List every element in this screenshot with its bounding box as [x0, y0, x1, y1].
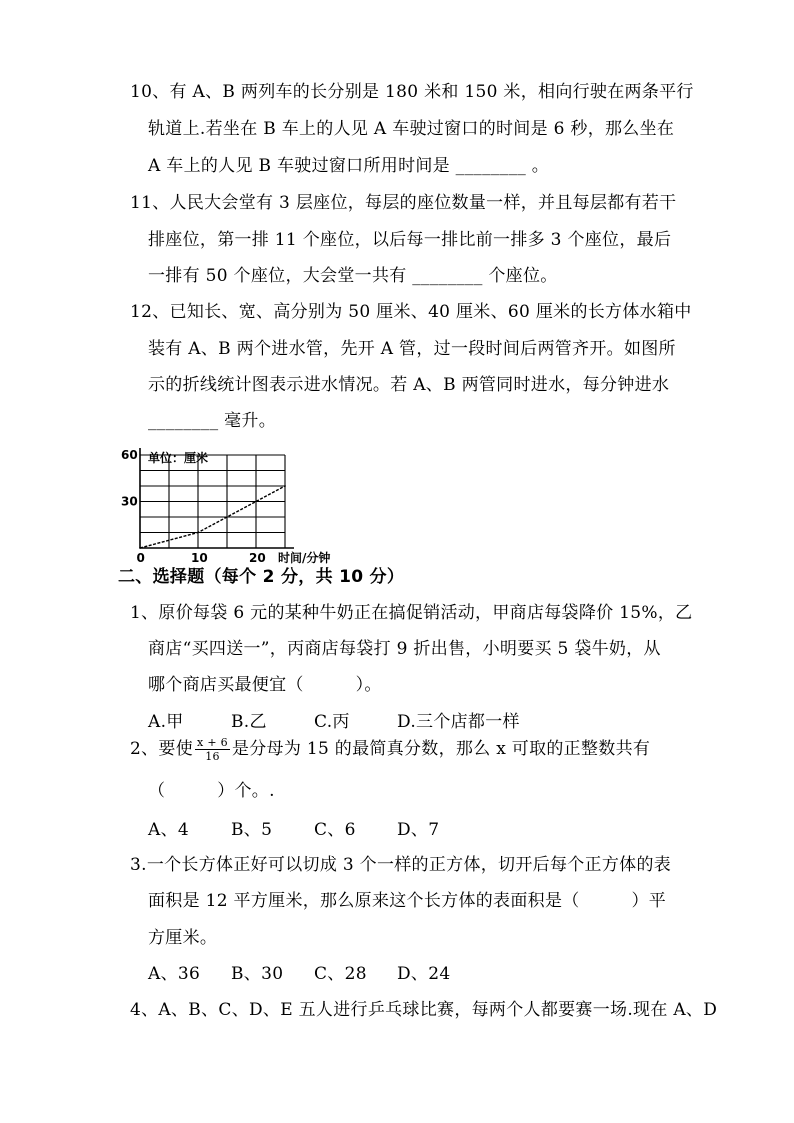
mc2-line-2: （ ）个。.	[148, 781, 275, 801]
q10-line-2: 轨道上.若坐在 B 车上的人见 A 车驶过窗口的时间是 6 秒，那么坐在	[148, 119, 675, 139]
q12-line-3: 示的折线统计图表示进水情况。若 A、B 两管同时进水，每分钟进水	[148, 375, 670, 395]
mc4-line-1: 4、A、B、C、D、E 五人进行乒乓球比赛，每两个人都要赛一场.现在 A、D	[130, 1000, 718, 1020]
mc2-suffix: 是分母为 15 的最简真分数，那么 x 可取的正整数共有	[231, 739, 651, 759]
mc2-fraction-numerator: x + 6	[197, 736, 228, 749]
mc3-option-b: B、30	[231, 964, 284, 984]
x-tick-label: 0	[136, 551, 145, 565]
chart-grid	[140, 455, 285, 548]
mc3-option-c: C、28	[314, 964, 367, 984]
series-point	[139, 547, 141, 549]
mc1-option-c: C.丙	[314, 712, 350, 732]
q10-line-1: 10、有 A、B 两列车的长分别是 180 米和 150 米，相向行驶在两条平行	[130, 82, 694, 102]
mc1-line-2: 商店“买四送一”，丙商店每袋打 9 折出售，小明要买 5 袋牛奶，从	[148, 639, 661, 659]
q11-line-3: 一排有 50 个座位，大会堂一共有 ________ 个座位。	[148, 266, 558, 286]
y-tick-label: 30	[121, 494, 138, 509]
mc3-line-1: 3.一个长方体正好可以切成 3 个一样的正方体，切开后每个正方体的表	[130, 855, 672, 875]
q10-line-3: A 车上的人见 B 车驶过窗口所用时间是 ________ 。	[148, 156, 550, 176]
mc2-fraction-denominator: 16	[205, 750, 220, 763]
q12-line-2: 装有 A、B 两个进水管，先开 A 管，过一段时间后两管齐开。如图所	[148, 339, 676, 359]
series-point	[197, 532, 199, 534]
mc3-options	[148, 962, 450, 986]
q12-line-1: 12、已知长、宽、高分别为 50 厘米、40 厘米、60 厘米的长方体水箱中	[130, 302, 692, 322]
mc2-option-c: C、6	[314, 820, 356, 840]
mc2-line-1	[130, 736, 650, 763]
mc1-line-1: 1、原价每袋 6 元的某种牛奶正在搞促销活动，甲商店每袋降价 15%，乙	[130, 603, 693, 623]
x-tick-label: 20	[249, 551, 266, 565]
mc1-line-3: 哪个商店买最便宜（ ）。	[148, 675, 382, 695]
q11-line-1: 11、人民大会堂有 3 层座位，每层的座位数量一样，并且每层都有若干	[130, 193, 677, 213]
mc3-option-a: A、36	[148, 964, 201, 984]
mc2-option-d: D、7	[397, 820, 440, 840]
mc1-option-a: A.甲	[148, 712, 184, 732]
q11-line-2: 排座位，第一排 11 个座位，以后每一排比前一排多 3 个座位，最后	[148, 230, 672, 250]
mc2-prefix: 2、要使	[130, 739, 194, 759]
mc2-option-b: B、5	[231, 820, 273, 840]
x-tick-label: 10	[191, 551, 208, 565]
section-title: 二、选择题（每个 2 分，共 10 分）	[118, 567, 405, 587]
mc3-line-3: 方厘米。	[148, 928, 218, 948]
mc2-option-a: A、4	[148, 820, 189, 840]
water-level-line-chart	[118, 440, 358, 565]
mc1-option-b: B.乙	[231, 712, 267, 732]
mc3-option-d: D、24	[397, 964, 451, 984]
chart-title: 单位：厘米	[148, 451, 209, 465]
y-tick-label: 60	[121, 448, 138, 462]
q12-line-4: ________ 毫升。	[148, 411, 277, 431]
mc2-fraction	[195, 736, 230, 763]
mc3-line-2: 面积是 12 平方厘米，那么原来这个长方体的表面积是（ ）平	[148, 891, 667, 911]
mc2-options	[148, 818, 439, 842]
series-point	[284, 485, 286, 487]
x-axis-label: 时间/分钟	[278, 551, 331, 565]
mc1-option-d: D.三个店都一样	[397, 712, 520, 732]
mc1-options	[148, 710, 520, 734]
